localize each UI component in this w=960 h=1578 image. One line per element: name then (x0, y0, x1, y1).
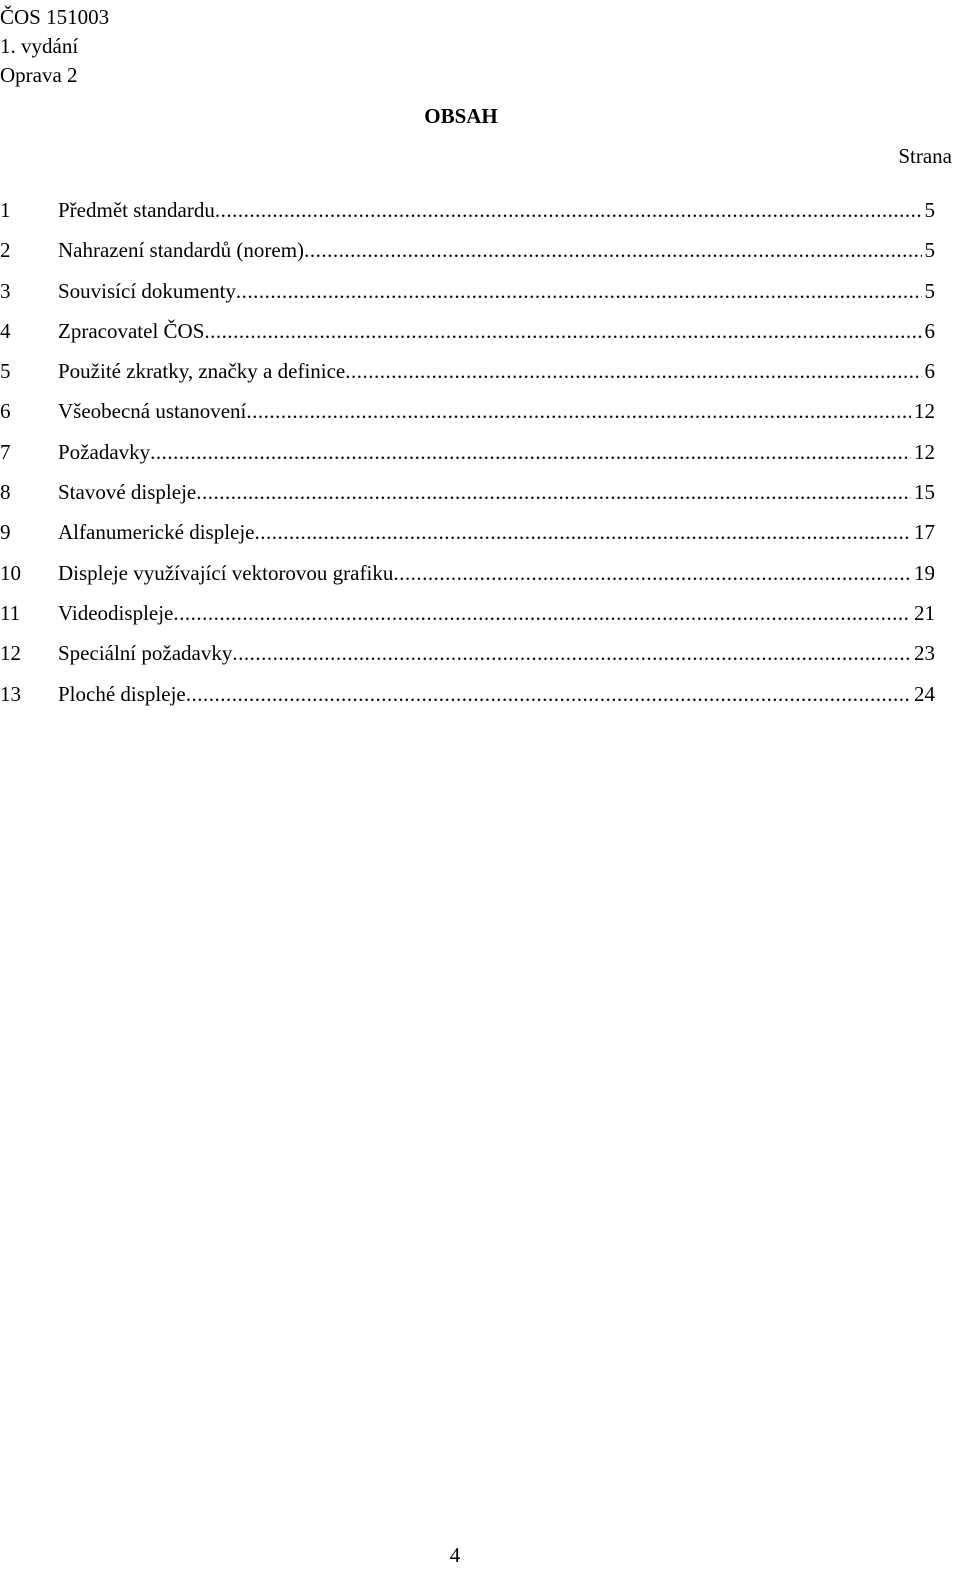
toc-number: 10 (0, 560, 21, 585)
toc-leader (255, 519, 911, 545)
toc-number: 6 (0, 399, 11, 424)
table-of-contents (0, 197, 935, 721)
toc-page: 23 (914, 641, 935, 666)
toc-entry[interactable] (0, 479, 935, 519)
toc-page: 24 (914, 681, 935, 706)
toc-page: 17 (914, 520, 935, 545)
toc-label: Zpracovatel ČOS (58, 318, 205, 343)
toc-label: Všeobecná ustanovení (58, 399, 247, 424)
toc-leader (393, 560, 911, 586)
edition: 1. vydání (0, 34, 79, 58)
toc-entry[interactable] (0, 318, 935, 358)
toc-label: Alfanumerické displeje (58, 520, 255, 545)
amendment: Oprava 2 (0, 63, 78, 87)
toc-number: 8 (0, 480, 11, 505)
toc-leader (196, 479, 911, 505)
toc-entry[interactable] (0, 197, 935, 237)
toc-page: 19 (914, 560, 935, 585)
toc-label: Stavové displeje (58, 480, 197, 505)
toc-leader (304, 237, 921, 263)
toc-label: Předmět standardu (58, 198, 215, 222)
toc-number: 9 (0, 520, 11, 545)
toc-label: Použité zkratky, značky a definice (58, 359, 346, 384)
toc-page: 12 (914, 439, 935, 464)
toc-entry[interactable] (0, 519, 935, 559)
toc-label: Ploché displeje (58, 681, 186, 706)
document-header (0, 3, 109, 90)
toc-label: Požadavky (58, 439, 151, 464)
toc-entry[interactable] (0, 398, 935, 438)
toc-leader (150, 439, 911, 465)
page-column-label: Strana (898, 144, 952, 168)
toc-number: 2 (0, 238, 11, 263)
toc-entry[interactable] (0, 439, 935, 479)
toc-number: 5 (0, 359, 11, 384)
toc-leader (236, 278, 922, 304)
toc-page: 5 (924, 198, 935, 222)
toc-label: Souvisící dokumenty (58, 278, 236, 303)
toc-leader (186, 681, 911, 707)
page-title: OBSAH (424, 104, 498, 128)
toc-number: 7 (0, 439, 11, 464)
toc-page: 5 (924, 238, 935, 263)
toc-entry[interactable] (0, 278, 935, 318)
toc-label: Nahrazení standardů (norem) (58, 238, 305, 263)
toc-leader (345, 358, 921, 384)
toc-leader (204, 318, 921, 344)
toc-number: 12 (0, 641, 21, 666)
page-number: 4 (449, 1543, 461, 1567)
toc-page: 21 (914, 600, 935, 625)
toc-label: Speciální požadavky (58, 641, 233, 666)
toc-entry[interactable] (0, 600, 935, 640)
toc-entry[interactable] (0, 358, 935, 398)
toc-leader (173, 600, 911, 626)
toc-number: 1 (0, 198, 11, 222)
toc-number: 4 (0, 318, 11, 343)
toc-leader (232, 640, 911, 666)
toc-page: 15 (914, 480, 935, 505)
toc-label: Displeje využívající vektorovou grafiku (58, 560, 394, 585)
toc-entry[interactable] (0, 560, 935, 600)
toc-number: 3 (0, 278, 11, 303)
toc-leader (246, 398, 911, 424)
toc-page: 5 (924, 278, 935, 303)
toc-number: 13 (0, 681, 21, 706)
toc-page: 6 (924, 318, 935, 343)
toc-entry[interactable] (0, 681, 935, 721)
toc-entry[interactable] (0, 237, 935, 277)
toc-label: Videodispleje (58, 600, 174, 625)
toc-leader (215, 197, 922, 223)
standard-code: ČOS 151003 (0, 5, 110, 29)
toc-page: 6 (924, 359, 935, 384)
toc-page: 12 (914, 399, 935, 424)
toc-entry[interactable] (0, 640, 935, 680)
toc-number: 11 (0, 600, 21, 625)
